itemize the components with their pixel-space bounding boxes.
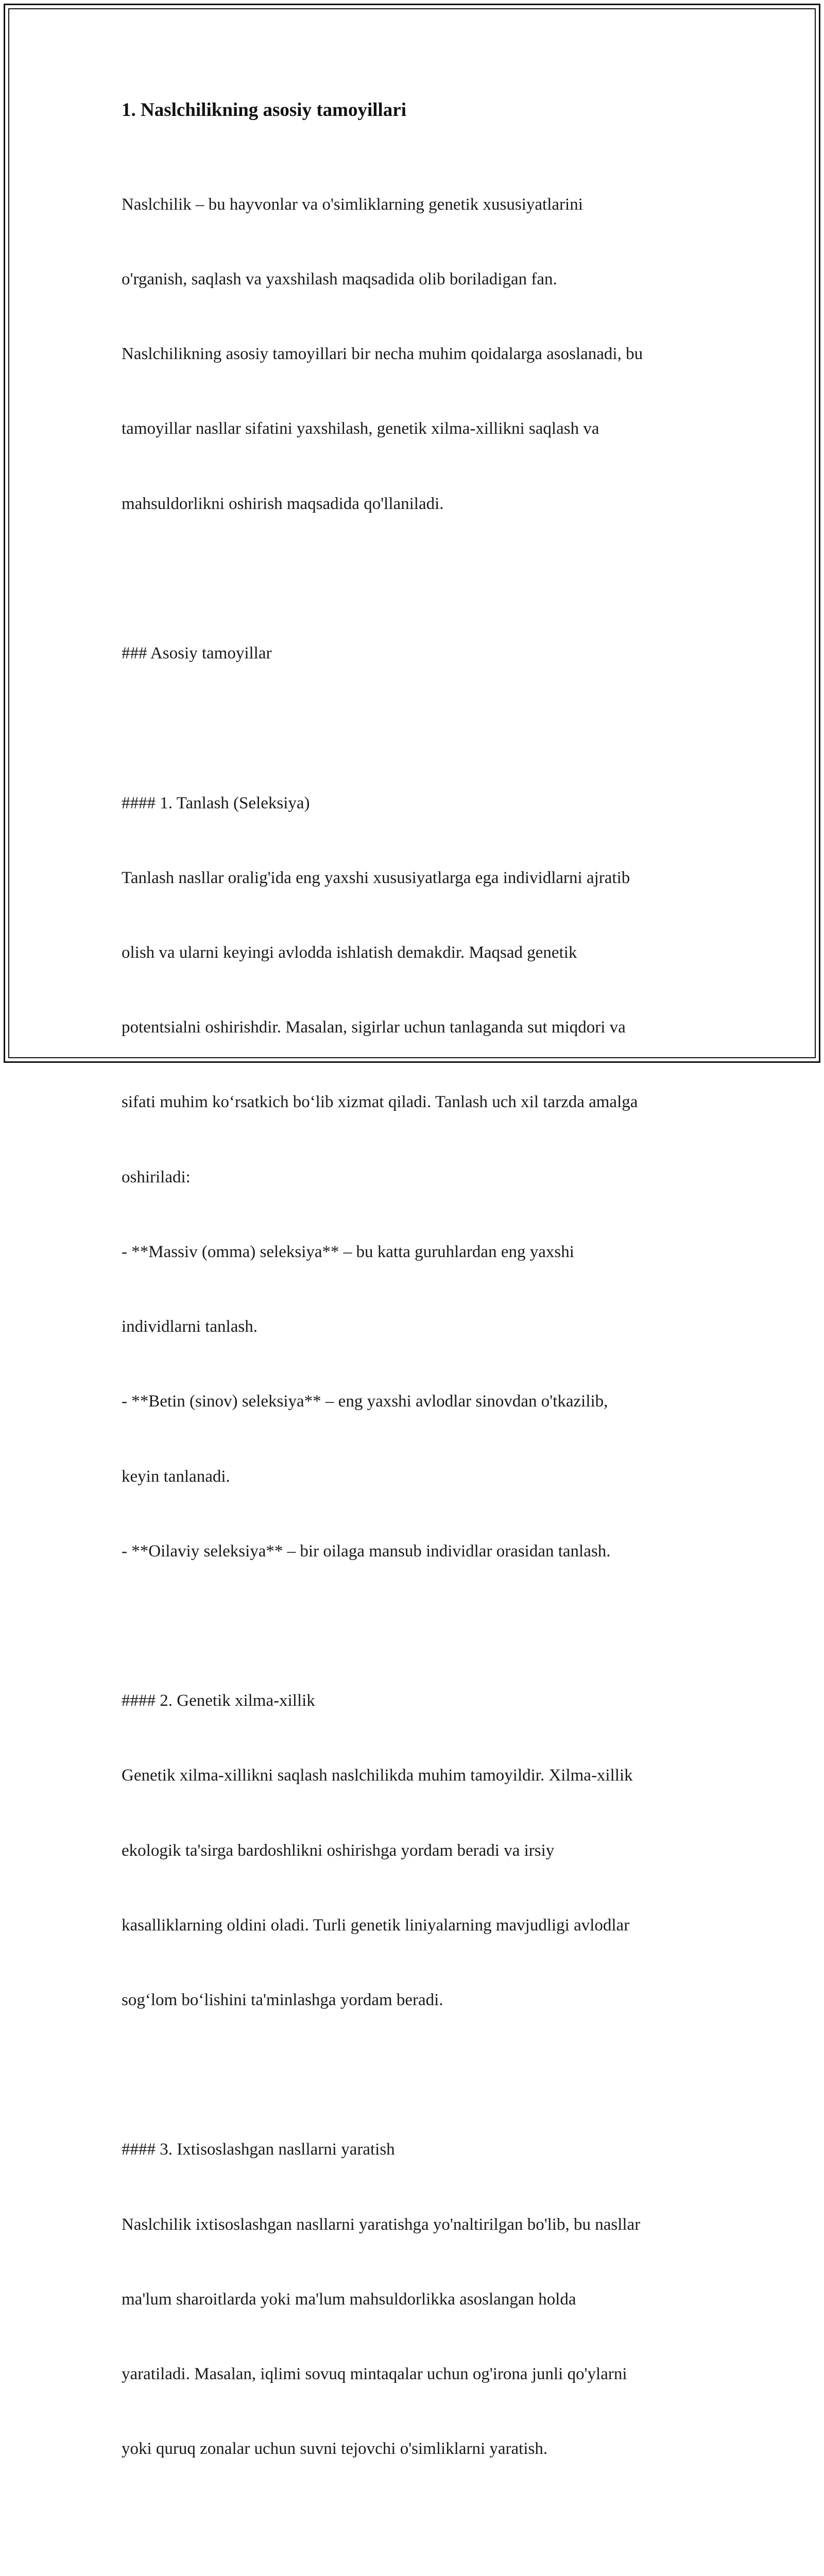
subsection-heading: #### 3. Ixtisoslashgan nasllarni yaratish bbox=[122, 2140, 395, 2159]
blank-line bbox=[122, 566, 709, 591]
list-item-continuation: keyin tanlanadi. bbox=[122, 1467, 230, 1486]
text-line: kasalliklarning oldini oladi. Turli genetik liniyalarning mavjudligi avlodlar bbox=[122, 1916, 630, 1935]
document-content bbox=[122, 96, 709, 2576]
list-item: - **Betin (sinov) seleksiya** – eng yaxshi avlodlar sinovdan o'tkazilib, bbox=[122, 1392, 608, 1411]
list-item: - **Oilaviy seleksiya** – bir oilaga mansub individlar orasidan tanlash. bbox=[122, 1541, 611, 1561]
document-body bbox=[122, 142, 709, 2576]
blank-line bbox=[122, 1614, 709, 1638]
text-line: olish va ularni keyingi avlodda ishlatish demakdir. Maqsad genetik bbox=[122, 943, 577, 962]
text-line: oshiriladi: bbox=[122, 1167, 191, 1187]
list-item: - **Massiv (omma) seleksiya** – bu katta guruhlardan eng yaxshi bbox=[122, 1242, 574, 1261]
text-line: ma'lum sharoitlarda yoki ma'lum mahsuldorlikka asoslangan holda bbox=[122, 2290, 576, 2309]
subsection-heading: #### 1. Tanlash (Seleksiya) bbox=[122, 793, 310, 812]
text-line: Naslchilik ixtisoslashgan nasllarni yaratishga yo'naltirilgan bo'lib, bu nasllar bbox=[122, 2215, 641, 2234]
section-heading: ### Asosiy tamoyillar bbox=[122, 644, 272, 663]
blank-line bbox=[122, 716, 709, 740]
text-line: Tanlash nasllar oralig'ida eng yaxshi xususiyatlarga ega individlarni ajratib bbox=[122, 868, 630, 887]
text-line: tamoyillar nasllar sifatini yaxshilash, genetik xilma-xillikni saqlash va bbox=[122, 419, 599, 438]
document-title: 1. Naslchilikning asosiy tamoyillari bbox=[122, 99, 407, 121]
text-line: mahsuldorlikni oshirish maqsadida qo'llaniladi. bbox=[122, 494, 444, 513]
text-line: sog‘lom bo‘lishini ta'minlashga yordam beradi. bbox=[122, 1991, 443, 2010]
text-line: sifati muhim ko‘rsatkich bo‘lib xizmat qiladi. Tanlash uch xil tarzda amalga bbox=[122, 1093, 638, 1112]
text-line: o'rganish, saqlash va yaxshilash maqsadida olib boriladigan fan. bbox=[122, 270, 557, 289]
text-line: ekologik ta'sirga bardoshlikni oshirishga yordam beradi va irsiy bbox=[122, 1841, 555, 1860]
text-line: Genetik xilma-xillikni saqlash naslchilikda muhim tamoyildir. Xilma-xillik bbox=[122, 1766, 633, 1785]
subsection-heading: #### 2. Genetik xilma-xillik bbox=[122, 1691, 315, 1710]
text-line: yoki quruq zonalar uchun suvni tejovchi o'simliklarni yaratish. bbox=[122, 2439, 548, 2459]
text-line: potentsialni oshirishdir. Masalan, sigirlar uchun tanlaganda sut miqdori va bbox=[122, 1018, 626, 1037]
text-line: Naslchilikning asosiy tamoyillari bir necha muhim qoidalarga asoslanadi, bu bbox=[122, 345, 643, 364]
text-line: yaratiladi. Masalan, iqlimi sovuq mintaqalar uchun og'irona junli qo'ylarni bbox=[122, 2365, 627, 2384]
blank-line bbox=[122, 2062, 709, 2087]
list-item-continuation: individlarni tanlash. bbox=[122, 1317, 258, 1336]
text-line: Naslchilik – bu hayvonlar va o'simliklarning genetik xususiyatlarini bbox=[122, 195, 583, 214]
blank-line bbox=[122, 2512, 709, 2536]
